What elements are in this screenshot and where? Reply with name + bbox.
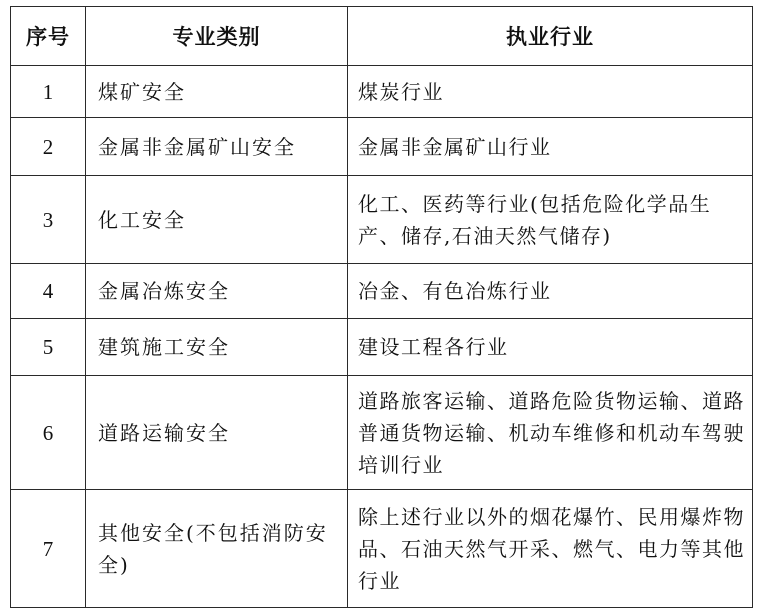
header-row <box>11 7 753 66</box>
table-row <box>11 176 753 264</box>
row-number: 4 <box>11 264 86 319</box>
row-category: 道路运输安全 <box>86 376 348 490</box>
specialty-table <box>10 6 753 608</box>
row-number: 3 <box>11 176 86 264</box>
header-serial-number: 序号 <box>11 7 86 66</box>
row-industry: 建设工程各行业 <box>348 319 753 376</box>
row-number: 6 <box>11 376 86 490</box>
row-industry: 煤炭行业 <box>348 66 753 118</box>
header-practice-industry: 执业行业 <box>348 7 753 66</box>
row-industry: 道路旅客运输、道路危险货物运输、道路普通货物运输、机动车维修和机动车驾驶培训行业 <box>348 376 753 490</box>
row-industry: 金属非金属矿山行业 <box>348 118 753 176</box>
table-header <box>11 7 753 66</box>
table-row <box>11 376 753 490</box>
row-category: 化工安全 <box>86 176 348 264</box>
row-number: 5 <box>11 319 86 376</box>
row-category: 其他安全(不包括消防安全) <box>86 490 348 608</box>
row-industry: 化工、医药等行业(包括危险化学品生产、储存,石油天然气储存) <box>348 176 753 264</box>
row-category: 金属冶炼安全 <box>86 264 348 319</box>
table-row <box>11 66 753 118</box>
table-row <box>11 118 753 176</box>
row-number: 2 <box>11 118 86 176</box>
row-category: 金属非金属矿山安全 <box>86 118 348 176</box>
table-body <box>11 66 753 608</box>
row-category: 煤矿安全 <box>86 66 348 118</box>
row-category: 建筑施工安全 <box>86 319 348 376</box>
row-number: 1 <box>11 66 86 118</box>
table-row <box>11 319 753 376</box>
row-industry: 除上述行业以外的烟花爆竹、民用爆炸物品、石油天然气开采、燃气、电力等其他行业 <box>348 490 753 608</box>
row-number: 7 <box>11 490 86 608</box>
table-row <box>11 490 753 608</box>
row-industry: 冶金、有色冶炼行业 <box>348 264 753 319</box>
table-row <box>11 264 753 319</box>
header-specialty-category: 专业类别 <box>86 7 348 66</box>
